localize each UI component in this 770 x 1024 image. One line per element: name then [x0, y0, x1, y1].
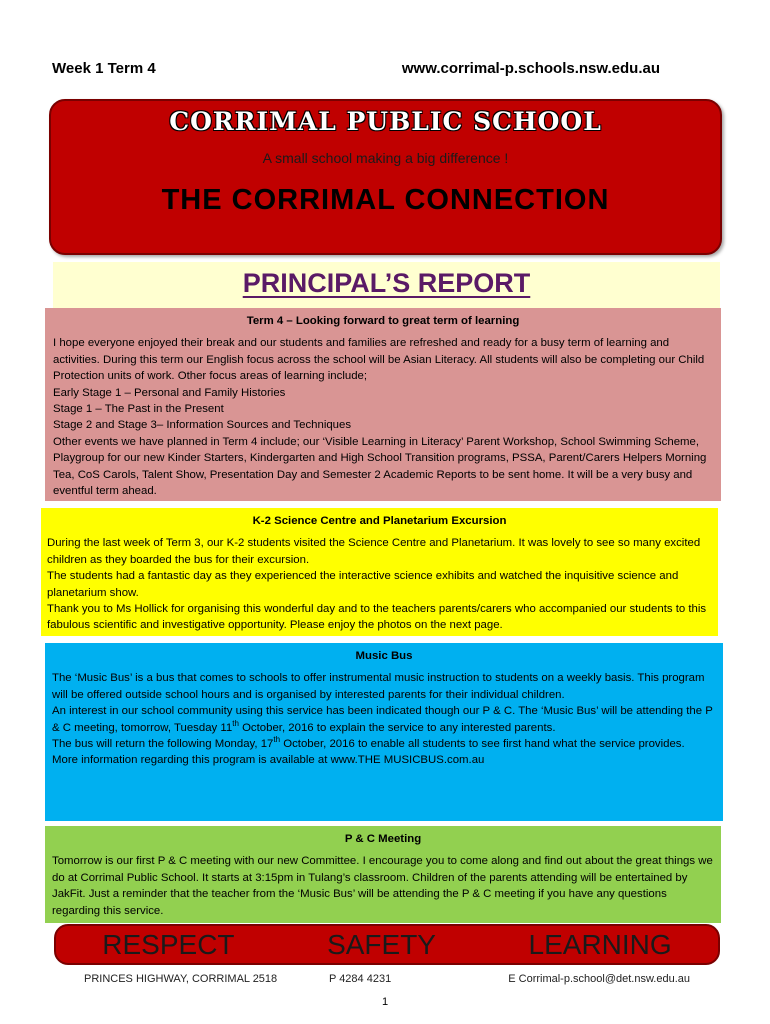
science-excursion-heading: K-2 Science Centre and Planetarium Excursion [252, 515, 507, 527]
principal-report-line: Early Stage 1 – Personal and Family Histories [53, 386, 286, 399]
masthead-banner [49, 99, 722, 255]
footer-phone: P 4284 4231 [329, 973, 392, 985]
principal-report-line: Stage 2 and Stage 3– Information Sources and Techniques [53, 419, 352, 432]
music-bus-paragraph: The bus will return the following Monday, 17th October, 2016 to enable all students to see first hand what the service provides. [52, 735, 685, 751]
principal-report-section [45, 308, 721, 501]
week-term: Week 1 Term 4 [52, 60, 156, 77]
footer-address: PRINCES HIGHWAY, CORRIMAL 2518 [84, 973, 278, 985]
value-respect: RESPECT [102, 928, 235, 960]
pc-meeting-heading: P & C Meeting [344, 833, 422, 845]
page-header [52, 60, 660, 77]
science-paragraph: Thank you to Ms Hollick for organising this wonderful day and to the teachers parents/carers who accompanied our students to this fabulous scientific and investigative opportunity. Please enjoy the photos on the next page. [47, 603, 707, 632]
music-bus-paragraph: The ‘Music Bus’ is a bus that comes to schools to offer instrumental music instruction to students on a weekly basis. This program will be offered outside school hours and is organised by interested parents for their individual children. [52, 672, 705, 701]
newsletter-title: THE CORRIMAL CONNECTION [161, 184, 610, 216]
principal-report-heading: Term 4 – Looking forward to great term of learning [246, 315, 520, 327]
school-name: CORRIMAL PUBLIC SCHOOL [169, 107, 602, 136]
music-bus-paragraph: An interest in our school community using this service has been indicated though our P & C. The ‘Music Bus’ will be attending the P & C meeting, tomorrow, Tuesday 11th October, 2016 to explain the service to any interested parents. [52, 705, 713, 734]
music-bus-heading: Music Bus [355, 650, 413, 662]
science-paragraph: During the last week of Term 3, our K-2 students visited the Science Centre and Planetarium. It was lovely to see so many excited children as they boarded the bus for their excursion. [47, 537, 701, 566]
science-paragraph: The students had a fantastic day as they experienced the interactive science exhibits and watched the inquisitive science and planetarium show. [47, 570, 679, 599]
website-url[interactable]: www.corrimal-p.schools.nsw.edu.au [401, 60, 660, 77]
school-values-bar [54, 924, 720, 965]
principal-report-line: Stage 1 – The Past in the Present [53, 403, 224, 416]
principal-report-title: PRINCIPAL’S REPORT [242, 268, 531, 298]
principal-report-paragraph: I hope everyone enjoyed their break and our students and families are refreshed and ready for a busy term of learning and activities. During this term our English focus across the school will be Asian Literacy. All students will also be completing our Child Protection units of work. Other focus areas of learning include; [53, 337, 705, 383]
music-bus-section [45, 643, 723, 821]
pc-meeting-paragraph: Tomorrow is our first P & C meeting with our new Committee. I encourage you to come along and find out about the great things we do at Corrimal Public School. It starts at 3:15pm in Tulang’s classroom. Children of the parents attending will be entertained by JakFit. Just a reminder that the teacher from the ‘Music Bus’ will be attending the P & C meeting if you have any questions regarding this service. [52, 855, 713, 917]
principal-report-band [53, 262, 720, 308]
value-learning: LEARNING [528, 928, 672, 960]
principal-report-paragraph: Other events we have planned in Term 4 include; our ‘Visible Learning in Literacy’ Parent Workshop, School Swimming Scheme, Playgroup for our new Kinder Starters, Kindergarten and High School Transition programs, PSSA, Parent/Carers Helpers Morning Tea, CoS Carols, Talent Show, Presentation Day and Semester 2 Academic Reports to be sent home. It will be a very busy and eventful term ahead. [53, 435, 707, 498]
science-excursion-section [41, 508, 718, 636]
value-safety: SAFETY [327, 928, 436, 960]
music-bus-more-info: More information regarding this program is available at www.THE MUSICBUS.com.au [52, 754, 485, 767]
page-number: 1 [381, 996, 389, 1008]
footer-email[interactable]: E Corrimal-p.school@det.nsw.edu.au [508, 973, 690, 985]
tagline: A small school making a big difference ! [262, 150, 509, 166]
pc-meeting-section [45, 826, 721, 923]
